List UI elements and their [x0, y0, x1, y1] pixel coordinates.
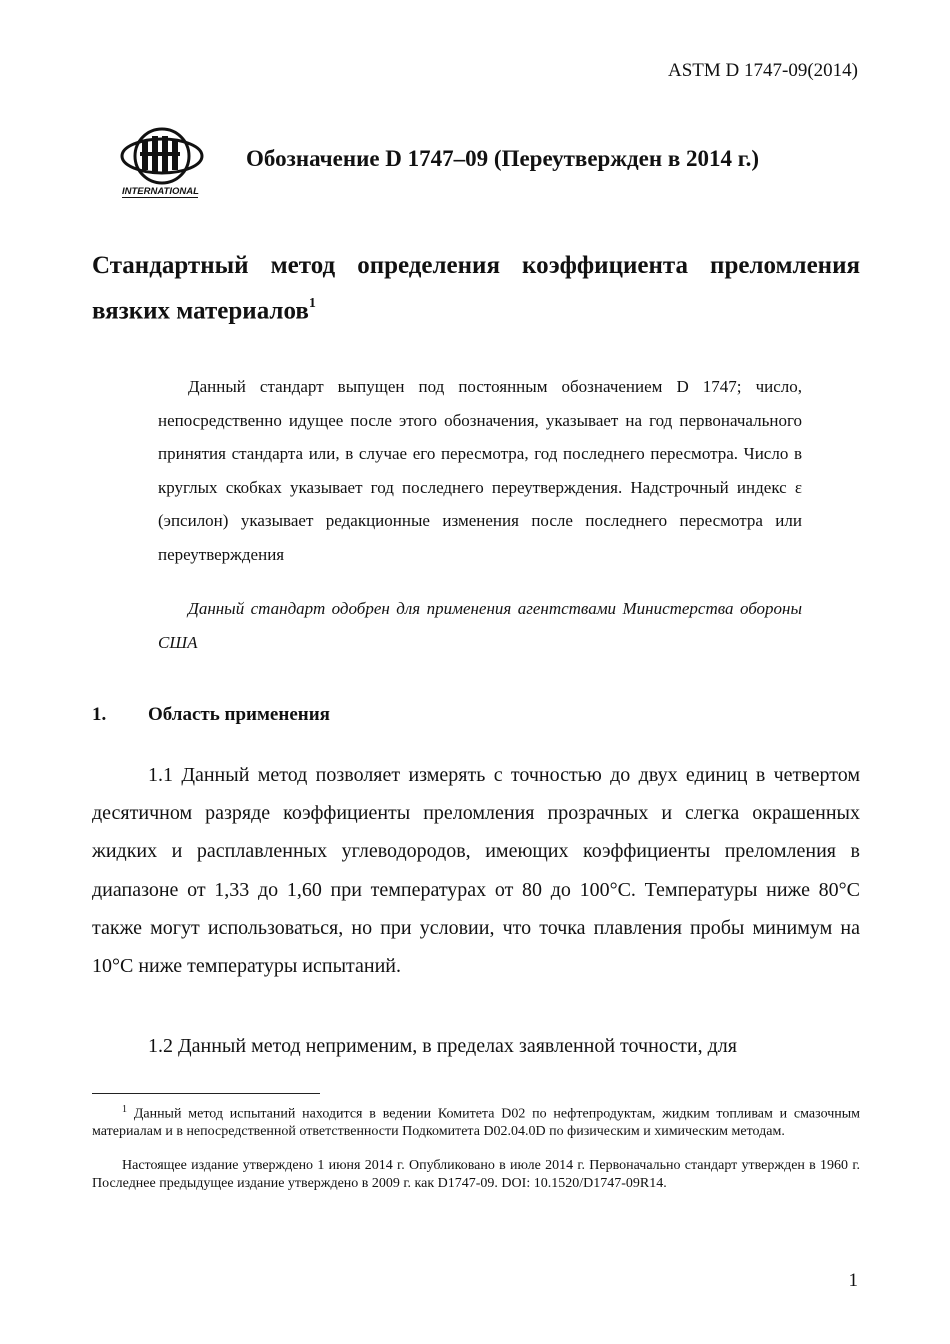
footnote-1: [92, 1101, 860, 1141]
page-number: 1: [848, 1270, 858, 1291]
astm-logo: [118, 126, 204, 202]
document-title: [92, 246, 860, 331]
logo-text: INTERNATIONAL: [122, 186, 199, 197]
title-footnote-mark: 1: [308, 296, 316, 311]
notice-paragraph: Данный стандарт выпущен под постоянным обозначением D 1747; число, непосредственно идущее после этого обозначения, указывает на год первоначального принятия стандарта или, в случае его пересмотра, год последнего пересмотра. Число в круглых скобках указывает год последнего переутверждения. Надстрочный индекс ε (эпсилон) указывает редакционные изменения после последнего пересмотра или переутверждения: [158, 377, 802, 564]
section-heading: [92, 704, 330, 726]
designation-title: Обозначение D 1747–09 (Переутвержден в 2014 г.): [246, 146, 760, 171]
dod-approval-note: Данный стандарт одобрен для применения агентствами Министерства обороны США: [158, 599, 802, 652]
footnote-1-text: Данный метод испытаний находится в ведении Комитета D02 по нефтепродуктам, жидким топливам и смазочным материалам и в непосредственной ответственности Подкомитета D02.04.0D по физическим и химическим методам.: [92, 1106, 860, 1140]
footnote-mark: 1: [122, 1104, 127, 1115]
section-title: Область применения: [148, 704, 330, 725]
document-code: ASTM D 1747-09(2014): [668, 60, 858, 81]
paragraph-1-2: 1.2 Данный метод неприменим, в пределах заявленной точности, для: [148, 1035, 737, 1057]
document-title-text: Стандартный метод определения коэффициента преломления вязких материалов: [92, 252, 860, 325]
section-number: 1.: [92, 704, 107, 725]
paragraph-1-1: 1.1 Данный метод позволяет измерять с точностью до двух единиц в четвертом десятичном разряде коэффициенты преломления прозрачных и слегка окрашенных жидких и расплавленных углеводородов, имеющих коэффициенты преломления в диапазоне от 1,33 до 1,60 при температурах от 80 до 100°C. Температуры ниже 80°C также могут использоваться, но при условии, что точка плавления пробы минимум на 10°C ниже температуры испытаний.: [92, 764, 860, 978]
footnote-2: Настоящее издание утверждено 1 июня 2014 г. Опубликовано в июле 2014 г. Первоначально стандарт утвержден в 1960 г. Последнее предыдущее издание утверждено в 2009 г. как D1747-09. DOI: 10.1520/D1747-09R14.: [92, 1158, 860, 1191]
footnote-divider: [92, 1093, 320, 1094]
